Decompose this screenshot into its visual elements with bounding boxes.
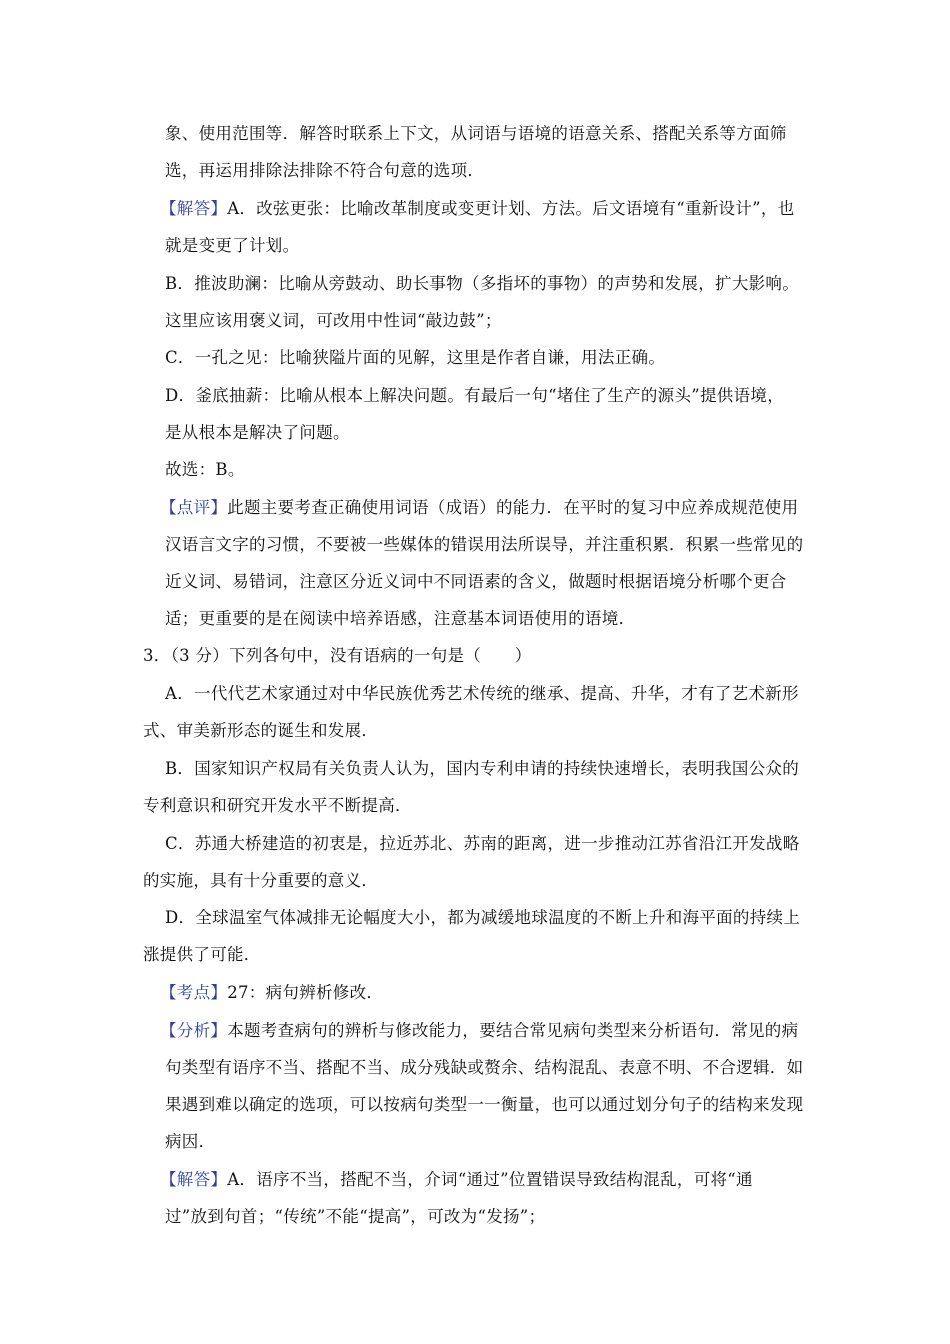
q2-comment-line-3: 近义词、易错词，注意区分近义词中不同语素的含义，做题时根据语境分析哪个更合 (165, 572, 787, 591)
analysis-tag: 【分析】 (160, 1021, 228, 1040)
answer-tag: 【解答】 (160, 1170, 228, 1189)
q2-comment-text: 此题主要考查正确使用词语（成语）的能力．在平时的复习中应养成规范使用 (227, 498, 799, 517)
q3-stem: 3．（3 分）下列各句中，没有语病的一句是（ ） (143, 646, 532, 665)
q2-choice: 故选：B。 (165, 460, 245, 479)
q3-analysis-line-2: 句类型有语序不当、搭配不当、成分残缺或赘余、结构混乱、表意不明、不合逻辑．如 (165, 1058, 804, 1077)
q2-answer-c: C．一孔之见：比喻狭隘片面的见解，这里是作者自谦，用法正确。 (165, 348, 666, 367)
q3-analysis-line-3: 果遇到难以确定的选项，可以按病句类型一一衡量，也可以通过划分句子的结构来发现 (165, 1095, 804, 1114)
comment-tag: 【点评】 (160, 498, 228, 517)
q2-answer-d-line-1: D．釜底抽薪：比喻从根本上解决问题。有最后一句“堵住了生产的源头”提供语境， (165, 386, 784, 405)
q2-answer-a-text: A．改弦更张：比喻改革制度或变更计划、方法。后文语境有“重新设计”，也 (227, 199, 795, 218)
q2-comment-line-1 (160, 497, 798, 519)
q2-answer-b-line-1: B．推波助澜：比喻从旁鼓动、助长事物（多指坏的事物）的声势和发展，扩大影响。 (165, 274, 800, 293)
q2-answer-b-line-2: 这里应该用褒义词，可改用中性词“敲边鼓”； (165, 311, 502, 330)
q3-option-c-line-1: C．苏通大桥建造的初衷是，拉近苏北、苏南的距离，进一步推动江苏省沿江开发战略 (165, 834, 800, 853)
q3-option-a-line-1: A．一代代艺术家通过对中华民族优秀艺术传统的继承、提高、升华，才有了艺术新形 (165, 684, 799, 703)
q3-option-c-line-2: 的实施，具有十分重要的意义． (143, 871, 379, 890)
q3-answer-line-2: 过”放到句首；“传统”不能“提高”，可改为“发扬”； (165, 1207, 546, 1226)
q3-kaodian (160, 982, 383, 1004)
q2-analysis-line-2: 选，再运用排除法排除不符合句意的选项． (165, 161, 485, 180)
q3-answer-line-1 (160, 1169, 753, 1191)
q3-analysis-line-1 (160, 1020, 798, 1042)
q3-kaodian-text: 27：病句辨析修改． (227, 983, 384, 1002)
q3-option-d-line-2: 涨提供了可能． (143, 945, 261, 964)
kaodian-tag: 【考点】 (160, 983, 228, 1002)
q3-answer-text: A．语序不当，搭配不当，介词“通过”位置错误导致结构混乱，可将“通 (227, 1170, 753, 1189)
q2-comment-line-2: 汉语言文字的习惯，不要被一些媒体的错误用法所误导，并注重积累．积累一些常见的 (165, 535, 804, 554)
q3-option-b-line-2: 专利意识和研究开发水平不断提高． (143, 796, 412, 815)
q3-analysis-text: 本题考查病句的辨析与修改能力，要结合常见病句类型来分析语句．常见的病 (227, 1021, 799, 1040)
q3-option-b-line-1: B．国家知识产权局有关负责人认为，国内专利申请的持续快速增长，表明我国公众的 (165, 759, 800, 778)
q3-option-d-line-1: D．全球温室气体减排无论幅度大小，都为减缓地球温度的不断上升和海平面的持续上 (165, 908, 801, 927)
q2-answer-a-line-1 (160, 198, 795, 220)
q2-answer-a-line-2: 就是变更了计划。 (165, 236, 300, 255)
q2-comment-line-4: 适；更重要的是在阅读中培养语感，注意基本词语使用的语境． (165, 609, 636, 628)
q3-analysis-line-4: 病因． (165, 1132, 216, 1151)
q2-analysis-line-1: 象、使用范围等．解答时联系上下文，从词语与语境的语意关系、搭配关系等方面筛 (165, 124, 787, 143)
answer-tag: 【解答】 (160, 199, 228, 218)
q2-answer-d-line-2: 是从根本是解决了问题。 (165, 423, 350, 442)
q3-option-a-line-2: 式、审美新形态的诞生和发展． (143, 721, 379, 740)
